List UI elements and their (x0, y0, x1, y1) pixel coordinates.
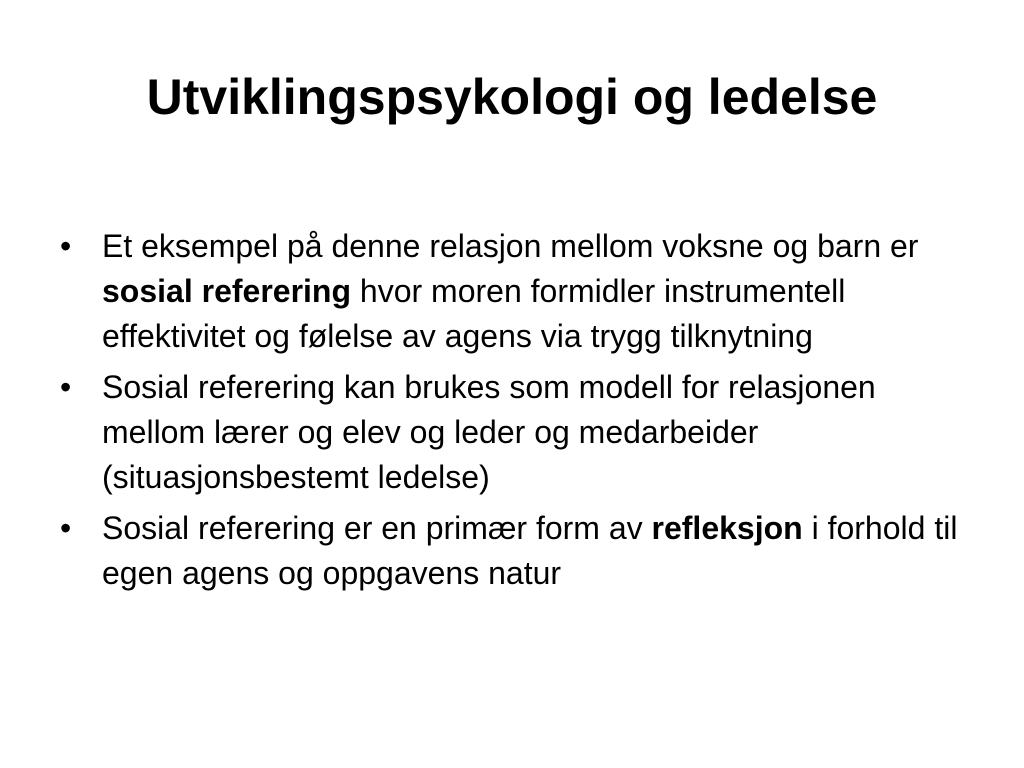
slide-title: Utviklingspsykologi og ledelse (146, 69, 878, 125)
bold-term: refleksjon (651, 510, 803, 546)
bullet-text: Sosial referering kan brukes som modell for relasjonen mellom lærer og elev og leder og medarbeider (situasjonsbestemt ledelse) (102, 369, 876, 495)
bullet-item-2 (58, 365, 958, 500)
bullet-text: Et eksempel på denne relasjon mellom voksne og barn er (102, 228, 919, 264)
bullet-marker: • (60, 510, 72, 546)
bullet-text: i forhold til egen agens og oppgavens natur (102, 510, 958, 591)
bold-term: sosial referering (102, 273, 351, 309)
bullet-text: hvor moren formidler instrumentell effektivitet og følelse av agens via trygg tilknytning (102, 273, 846, 354)
bullet-marker: • (60, 369, 72, 405)
bullet-text: Sosial referering er en primær form av (102, 510, 652, 546)
bullet-marker: • (60, 228, 72, 264)
bullet-item-3 (58, 506, 958, 596)
bullet-list (58, 224, 958, 602)
bullet-item-1 (58, 224, 958, 359)
